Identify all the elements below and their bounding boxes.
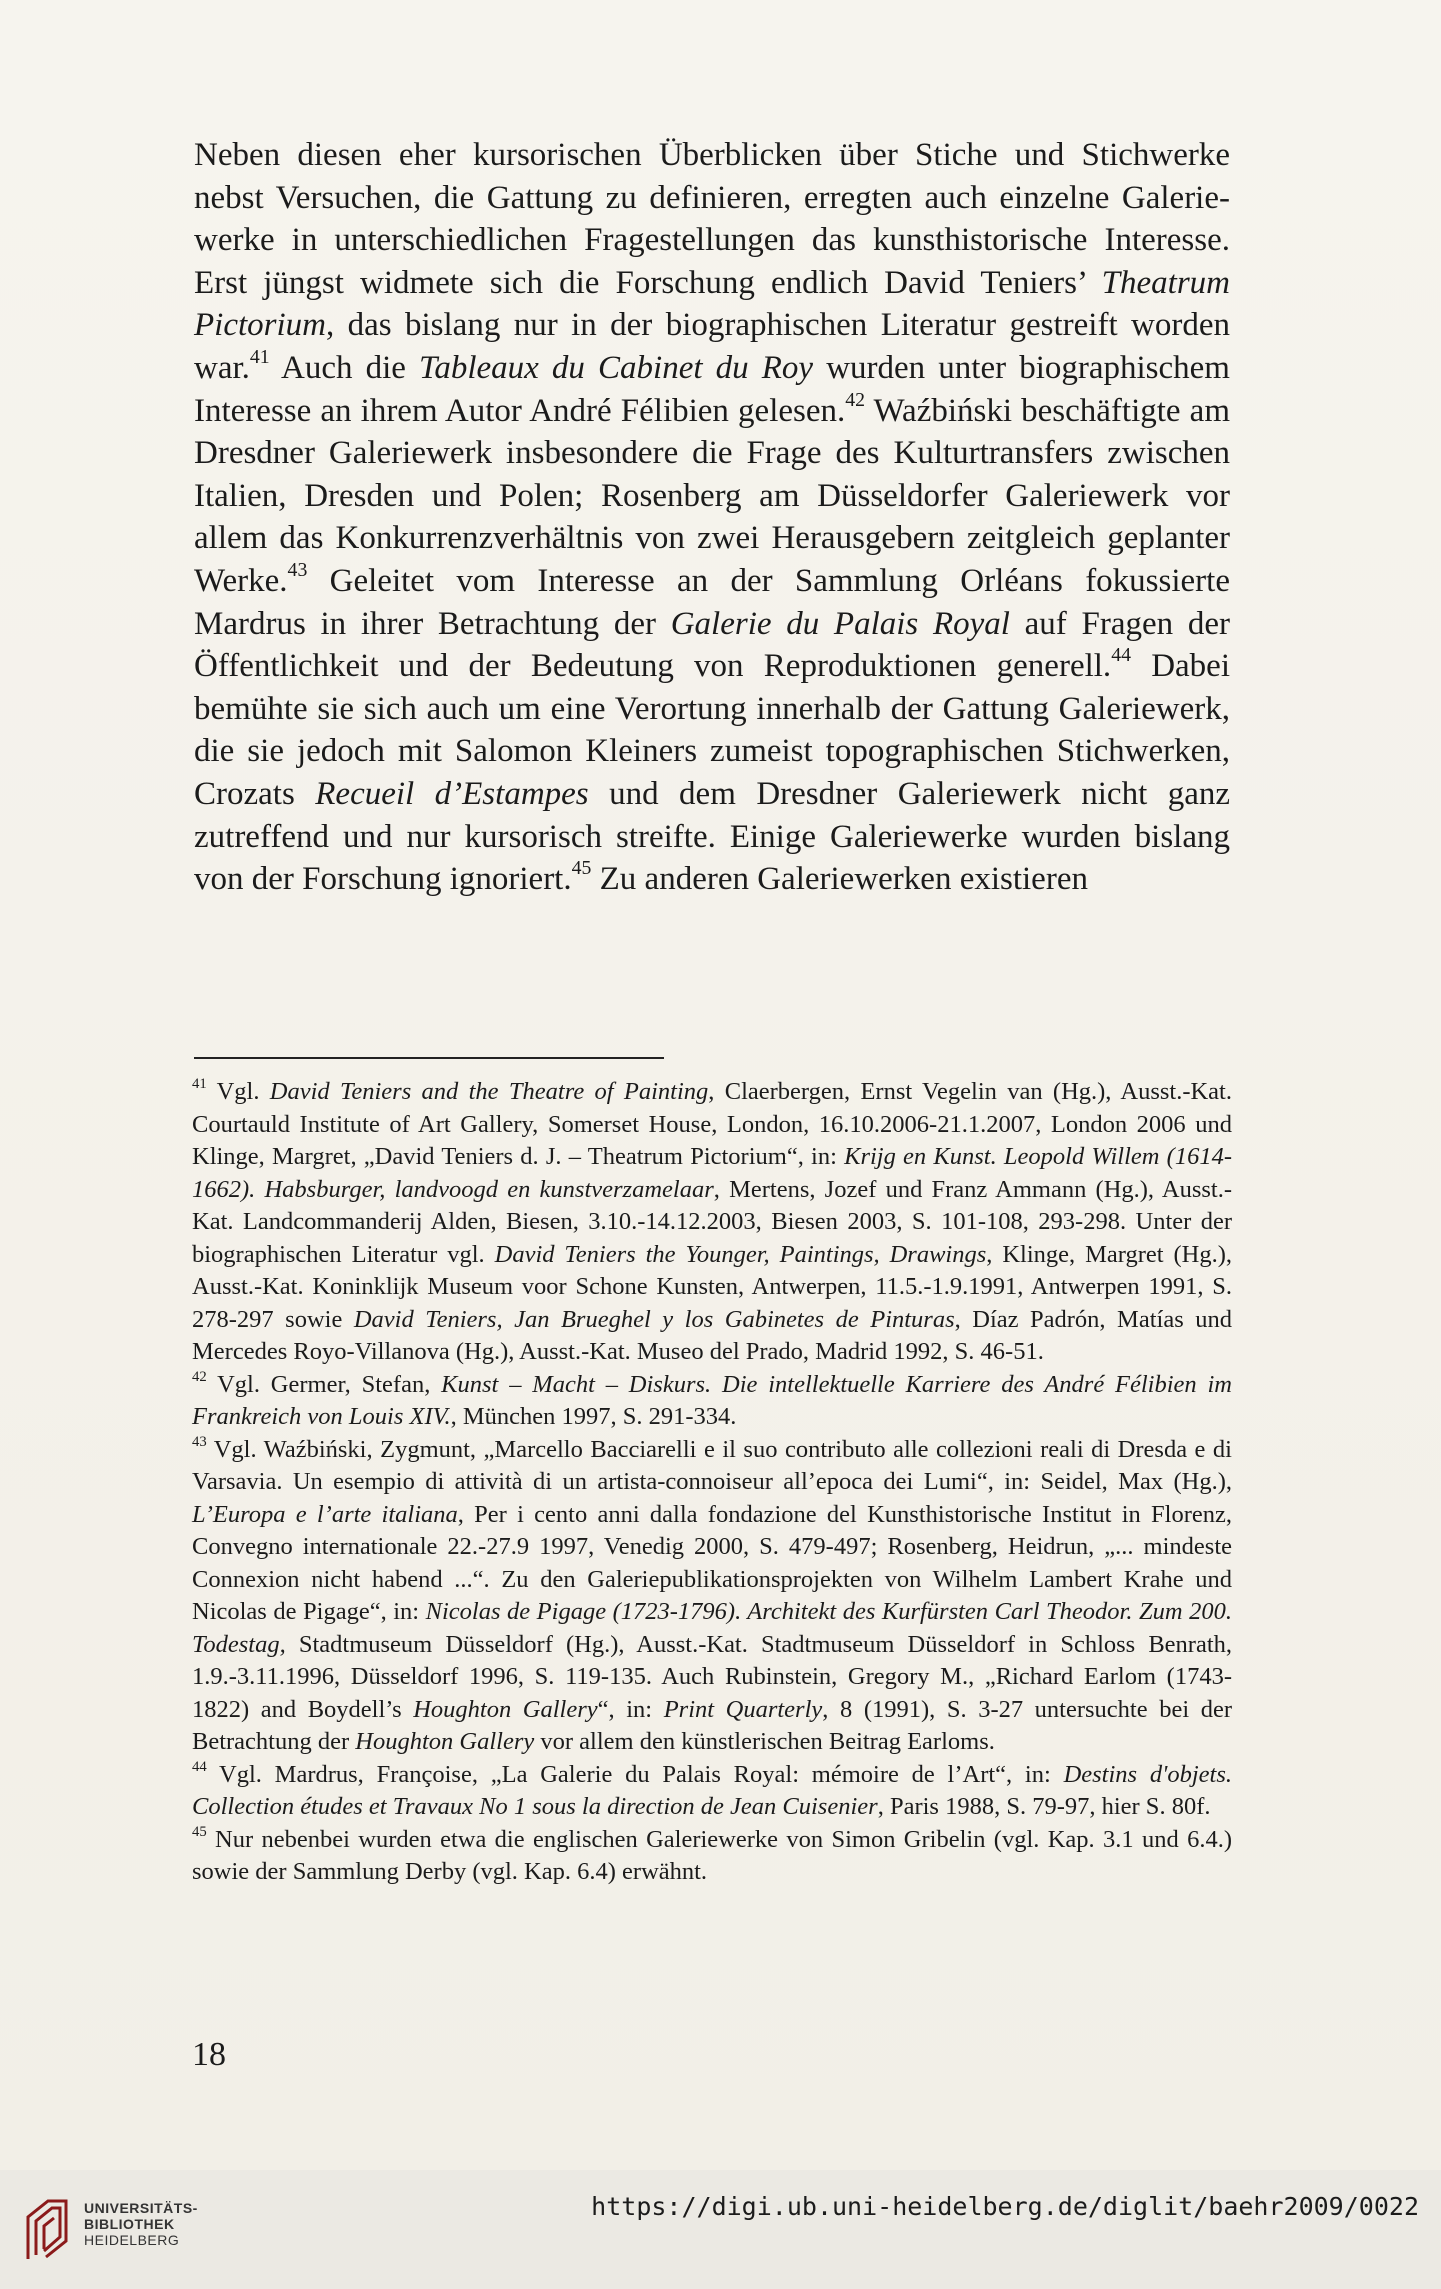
text-run: und dem Dresdner Galeriewerk nicht ganz zutreffend und nur kursorisch streifte. Einige Galeriewerke wurden bislang von der Forschung ignoriert. — [194, 775, 1230, 898]
footnotes — [192, 1076, 1232, 1889]
footnote — [192, 1824, 1232, 1889]
page-number: 18 — [192, 2036, 226, 2073]
text-run: Zu anderen Galeriewerken existieren — [591, 861, 1088, 898]
text-run: Auch die — [269, 349, 420, 386]
italic-title: David Teniers the Younger, Paintings, Drawings — [494, 1240, 987, 1268]
text-run: Stadtmuseum Düsseldorf (Hg.), Ausst.-Kat. Stadtmuseum Düsseldorf in Schloss Benrath, 1.9.-3.11.1996, Düsseldorf 1996, S. 119-135. Auch Rubinstein, Gregory M., „Richard Earlom (1743-1822) and Boydell’s — [192, 1630, 1232, 1723]
italic-title: Houghton Gallery — [355, 1728, 535, 1755]
italic-title: Recueil d’Estampes — [315, 775, 589, 812]
footnote-number: 43 — [192, 1433, 207, 1450]
footnote-marker: 44 — [1111, 644, 1131, 667]
library-name-line: BIBLIOTHEK — [84, 2216, 175, 2232]
text-run: Geleitet vom Interesse an der Sammlung Orléans fokussierte Mardrus in ihrer Betrachtung der — [194, 562, 1230, 642]
text-run: Nur nebenbei wurden etwa die englischen Galeriewerke von Simon Gribelin (vgl. Kap. 3.1 und 6.4.) sowie der Sammlung Derby (vgl. Kap. 6.4) erwähnt. — [192, 1825, 1232, 1885]
footnote-number: 41 — [192, 1075, 207, 1092]
text-run: , Claerbergen, Ernst Vegelin van (Hg.), Ausst.-Kat. Courtauld Institute of Art Gallery, Somerset House, London, 16.10.2006-21.1.2007, London 2006 und Klinge, Margret, „David Teniers d. J. – Theatrum Pictorium“, in: — [192, 1078, 1232, 1170]
text-run: “, in: — [597, 1695, 664, 1723]
text-run: vor allem den künstlerischen Beitrag Earloms. — [534, 1728, 995, 1755]
italic-title: Kunst – Macht – Diskurs. Die intellektuelle Karriere des André Félibien im Frankreich von Louis XIV. — [192, 1370, 1233, 1430]
footnote — [192, 1434, 1232, 1759]
footnote — [192, 1369, 1232, 1434]
text-run: Dabei bemühte sie sich auch um eine Verortung innerhalb der Gattung Galeriewerk, die sie jedoch mit Salomon Kleiners zumeist topographischen Stichwerken, Crozats — [194, 648, 1230, 812]
italic-title: David Teniers and the Theatre of Painting — [269, 1078, 709, 1105]
text-run: , Mertens, Jozef und Franz Ammann (Hg.), Ausst.-Kat. Landcommanderij Alden, Biesen, 3.10.-14.12.2003, Biesen 2003, S. 101-108, 293-298. Unter der biographischen Literatur vgl. — [192, 1175, 1232, 1268]
italic-title: L’Europa e l’arte italiana — [192, 1500, 458, 1528]
footnote-marker: 43 — [287, 559, 308, 582]
main-text — [194, 134, 1230, 901]
library-name-line: UNIVERSITÄTS- — [84, 2200, 198, 2216]
italic-title: Krijg en Kunst. Leopold Willem (1614-1662). Habsburger, landvoogd en kunstverzamelaar — [192, 1143, 1232, 1203]
text-run: auf Fragen der Öffentlichkeit und der Bedeutung von Reproduktionen generell. — [194, 605, 1230, 685]
italic-title: David Teniers, Jan Brueghel y los Gabinetes de Pinturas — [353, 1305, 955, 1333]
viewer-footer — [0, 2170, 1441, 2289]
footnote-separator — [194, 1057, 664, 1059]
footnote-marker: 42 — [845, 388, 866, 411]
permalink-url[interactable]: https://digi.ub.uni-heidelberg.de/diglit/baehr2009/0022 — [591, 2192, 1419, 2221]
text-run: , 8 (1991), S. 3-27 untersuchte bei der Betrachtung der — [192, 1695, 1232, 1755]
text-run: , Klinge, Margret (Hg.), Ausst.-Kat. Koninklijk Museum voor Schone Kunsten, Antwerpen, 11.5.-1.9.1991, Antwerpen 1991, S. 278-297 sowie — [192, 1240, 1232, 1333]
italic-title: Theatrum Pictorium — [194, 264, 1230, 344]
text-run: Vgl. Mardrus, Françoise, „La Galerie du Palais Royal: mémoire de l’Art“, in: — [206, 1760, 1064, 1788]
text-run: Vgl. Waźbiński, Zygmunt, „Marcello Bacciarelli e il suo contributo alle collezioni reali di Dresda e di Varsavia. Un esempio di attività di un artista-connoiseur all’epoca dei Lumi“, in: Seidel, Max (Hg.), — [192, 1435, 1232, 1495]
italic-title: Tableaux du Cabinet du Roy — [419, 349, 814, 386]
text-run: Vgl. Germer, Stefan, — [206, 1370, 442, 1398]
library-name-line: HEIDELBERG — [84, 2232, 180, 2248]
text-run: , das bislang nur in der biographischen Literatur gestreift worden war. — [194, 307, 1230, 386]
italic-title: Houghton Gallery — [413, 1695, 598, 1723]
italic-title: Destins d'objets. Collection études et Travaux No 1 sous la direction de Jean Cuisenier — [192, 1760, 1232, 1820]
text-run: Vgl. — [206, 1078, 270, 1105]
text-run: , Díaz Padrón, Matías und Mercedes Royo-Villanova (Hg.), Ausst.-Kat. Museo del Prado, Madrid 1992, S. 46-51. — [192, 1305, 1232, 1365]
library-logo-icon — [22, 2195, 72, 2265]
library-name — [84, 2200, 198, 2248]
footnote-marker: 45 — [571, 857, 592, 880]
footnote-marker: 41 — [249, 346, 270, 369]
text-run: , München 1997, S. 291-334. — [450, 1403, 737, 1430]
text-run: wurden unter biographischem Interesse an ihrem Autor André Félibien gelesen. — [194, 349, 1230, 429]
text-run: , Paris 1988, S. 79-97, hier S. 80f. — [877, 1793, 1211, 1820]
footnote — [192, 1759, 1232, 1824]
text-run: , Per i cento anni dalla fondazione del Kunsthistorische Institut in Florenz, Convegno internationale 22.-27.9 1997, Venedig 2000, S. 479-497; Rosenberg, Heidrun, „... mindeste Connexion nicht habend ...“. Zu den Galeriepublikationsprojekten von Wilhelm Lambert Krahe und Nicolas de Pigage“, in: — [192, 1500, 1233, 1625]
italic-title: Print Quarterly — [663, 1695, 823, 1723]
footnote-number: 44 — [192, 1758, 207, 1775]
footnote-number: 42 — [192, 1368, 207, 1385]
italic-title: Galerie du Palais Royal — [670, 605, 1010, 642]
text-run: Waźbiński beschäftigte am Dresdner Galeriewerk insbesondere die Frage des Kulturtransfers zwischen Italien, Dresden und Polen; Rosenberg am Düsseldorfer Galeriewerk vor allem das Konkurrenzverhältnis von zwei Herausgebern zeitgleich geplanter Werke. — [194, 392, 1230, 599]
footnote-number: 45 — [192, 1823, 207, 1840]
body-paragraph — [194, 134, 1230, 901]
text-run: Neben diesen eher kursorischen Überblicken über Stiche und Stichwerke nebst Versuchen, die Gattung zu definieren, erregten auch einzelne Galeriewerke in unterschiedlichen Fragestellungen das kunsthistorische Interesse. Erst jüngst widmete sich die Forschung endlich David Teniers’ — [194, 137, 1230, 301]
italic-title: Nicolas de Pigage (1723-1796). Architekt des Kurfürsten Carl Theodor. Zum 200. Todestag, — [192, 1598, 1232, 1658]
footnote — [192, 1076, 1232, 1369]
